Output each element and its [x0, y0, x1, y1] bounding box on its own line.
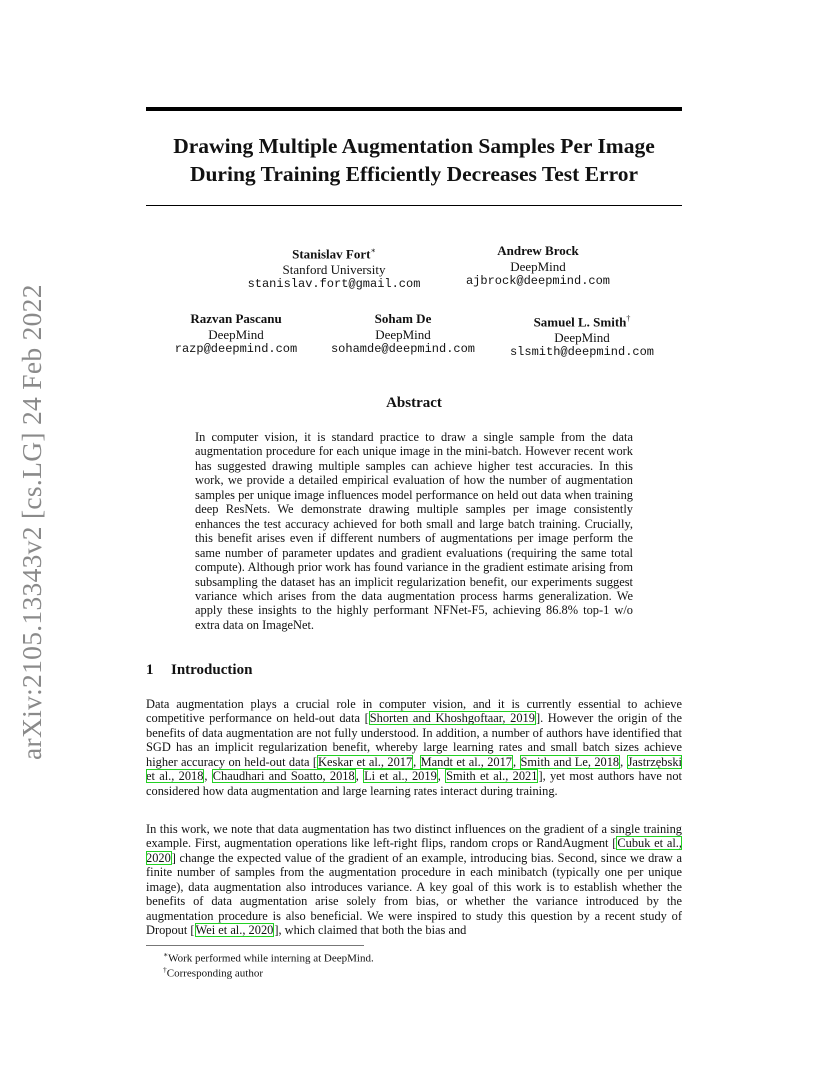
citation-link[interactable]: Shorten and Khoshgoftaar, 2019 [369, 711, 535, 726]
paper-title-line-1: Drawing Multiple Augmentation Samples Per Image [173, 134, 655, 158]
author-block [418, 243, 658, 290]
author-email[interactable]: stanislav.fort@gmail.com [247, 277, 421, 292]
citation-link[interactable]: Chaudhari and Soatto, 2018 [212, 769, 355, 784]
author-affiliation: Stanford University [282, 261, 386, 277]
paper-title [146, 132, 682, 188]
title-rule-top [146, 107, 682, 111]
author-name: Soham De [374, 311, 432, 326]
section-number: 1 [146, 662, 154, 678]
citation-link[interactable]: Smith et al., 2021 [446, 769, 538, 784]
intro-paragraph-2: In this work, we note that data augmentation has two distinct influences on the gradient of a single training example. First, augmentation operations like left-right flips, random crops or RandAugment [Cubuk et al., 2020] change the expected value of the gradient of an example, introducing bias. Second, since we draw a finite number of samples from the augmentation procedure in each minibatch (typically one per unique image), data augmentation also introduces variance. A key goal of this work is to establish whether the benefits of data augmentation arise solely from bias, or whether the variance introduced by the augmentation procedure is also beneficial. We were inspired to study this question by a recent study of Dropout [Wei et al., 2020], which claimed that both the bias and [146, 822, 682, 938]
citation-link[interactable]: Jastrzębski et al., 2018 [146, 754, 682, 784]
citation-link[interactable]: Li et al., 2019 [364, 769, 437, 784]
author-name: Andrew Brock [497, 243, 579, 258]
author-affiliation: DeepMind [510, 258, 566, 274]
author-affiliation: DeepMind [208, 326, 264, 342]
author-footnote-mark: † [626, 314, 631, 323]
arxiv-identifier-text: arXiv:2105.13343v2 [cs.LG] 24 Feb 2022 [16, 284, 47, 760]
author-affiliation: DeepMind [554, 329, 610, 345]
section-heading [146, 662, 252, 679]
abstract-text: In computer vision, it is standard practice to draw a single sample from the data augmentation procedure for each unique image in the mini-batch. However recent work has suggested drawing multiple samples can achieve higher test accuracies. In this work, we provide a detailed empirical evaluation of how the number of augmentation samples per unique image influences model performance on held out data when training deep ResNets. We demonstrate drawing multiple samples per image consistently enhances the test accuracy achieved for both small and large batch training. Crucially, this benefit arises even if different numbers of augmentations per image perform the same number of parameter updates and gradient evaluations (requiring the same total compute). Although prior work has found variance in the gradient estimate arising from subsampling the dataset has an implicit regularization benefit, our experiments suggest variance which arises from the data augmentation process harms generalization. We apply these insights to the highly performant NFNet-F5, achieving 86.8% top-1 w/o extra data on ImageNet. [195, 430, 633, 632]
author-email[interactable]: sohamde@deepmind.com [330, 342, 476, 356]
footnote-mark: † [163, 965, 167, 974]
abstract-heading: Abstract [386, 395, 442, 411]
title-rule-bottom [146, 205, 682, 206]
author-block [492, 311, 672, 361]
author-block [146, 311, 326, 358]
author-email[interactable]: razp@deepmind.com [174, 342, 298, 356]
author-name: Razvan Pascanu [190, 311, 282, 326]
footnote-rule [146, 945, 364, 946]
intro-paragraph-1: Data augmentation plays a crucial role in computer vision, and it is currently essential to achieve competitive performance on held-out data [Shorten and Khoshgoftaar, 2019]. However the origin of the benefits of data augmentation are not fully understood. In addition, a number of authors have identified that SGD has an implicit regularization benefit, whereby large learning rates and small batch sizes achieve higher accuracy on held-out data [Keskar et al., 2017, Mandt et al., 2017, Smith and Le, 2018, Jastrzębski et al., 2018, Chaudhari and Soatto, 2018, Li et al., 2019, Smith et al., 2021], yet most authors have not considered how data augmentation and large learning rates interact during training. [146, 697, 682, 798]
author-name: Stanislav Fort∗ [292, 246, 376, 262]
author-name: Samuel L. Smith† [533, 314, 631, 330]
section-title: Introduction [171, 662, 253, 678]
paper-title-line-2: During Training Efficiently Decreases Test Error [189, 162, 639, 186]
footnote-mark: ∗ [163, 950, 169, 959]
citation-link[interactable]: Mandt et al., 2017 [420, 754, 513, 769]
citation-link[interactable]: Cubuk et al., 2020 [146, 836, 682, 865]
author-footnote-mark: ∗ [370, 246, 376, 255]
footnote: ∗Work performed while interning at DeepMind. [163, 950, 374, 965]
citation-link[interactable]: Smith and Le, 2018 [520, 754, 620, 769]
author-email[interactable]: ajbrock@deepmind.com [465, 274, 611, 288]
author-affiliation: DeepMind [375, 326, 431, 342]
footnote: †Corresponding author [163, 965, 263, 980]
author-block [313, 311, 493, 358]
citation-link[interactable]: Wei et al., 2020 [195, 923, 274, 938]
citation-link[interactable]: Keskar et al., 2017 [318, 754, 413, 769]
author-email[interactable]: slsmith@deepmind.com [509, 345, 655, 360]
